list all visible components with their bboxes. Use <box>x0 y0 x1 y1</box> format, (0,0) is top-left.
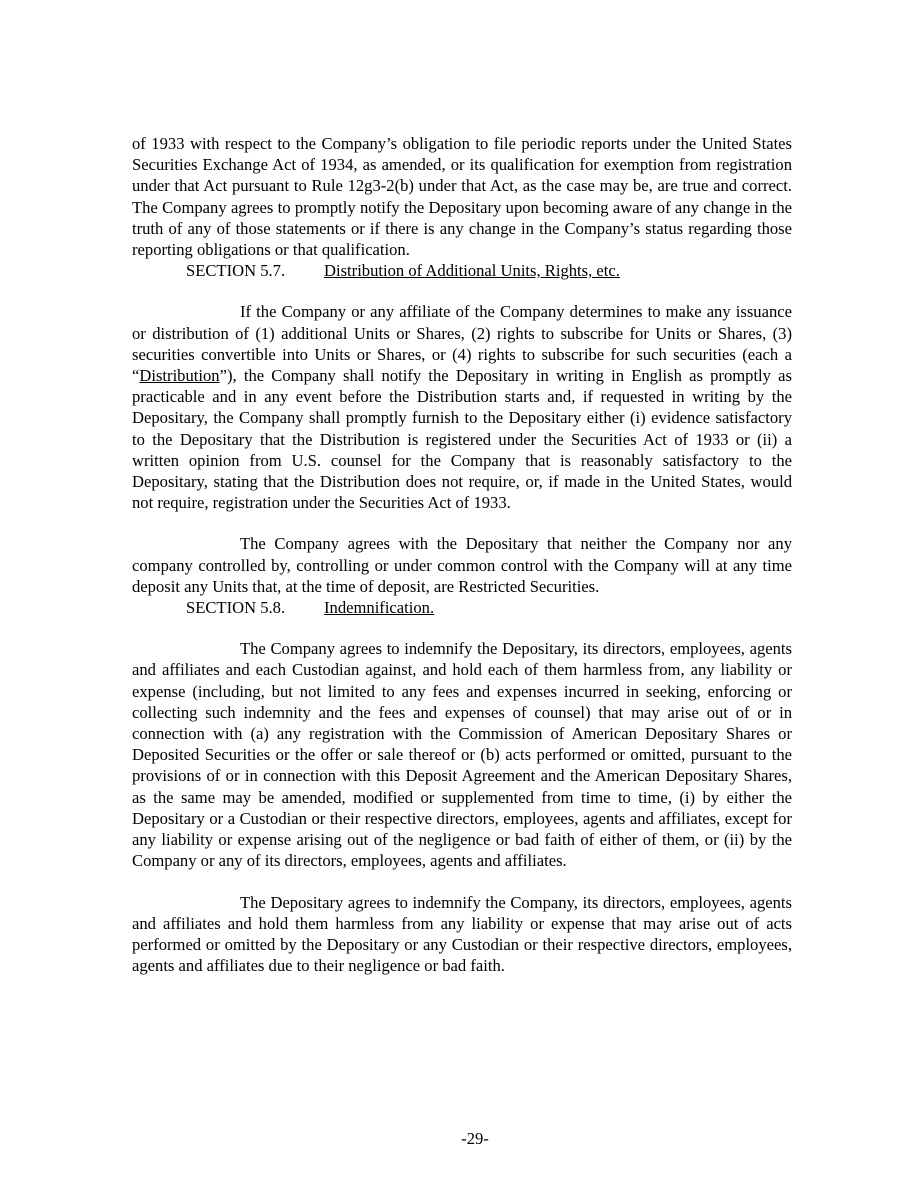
paragraph-intro: of 1933 with respect to the Company’s obligation to file periodic reports under the United States Securities Exchange Act of 1934, as amended, or its qualification for exemption from registration under that Act pursuant to Rule 12g3-2(b) under that Act, as the case may be, are true and correct. The Company agrees to promptly notify the Depositary upon becoming aware of any change in the truth of any of those statements or if there is any change in the Company’s status regarding those reporting obligations or that qualification. <box>132 134 792 260</box>
paragraph-distribution <box>132 301 792 513</box>
section-title: Distribution of Additional Units, Rights, etc. <box>324 261 620 281</box>
paragraph-depositary-indemnity: The Depositary agrees to indemnify the Company, its directors, employees, agents and affiliates and hold them harmless from any liability or expense that may arise out of acts performed or omitted by the Depositary or any Custodian or their respective directors, employees, agents and affiliates due to their negligence or bad faith. <box>132 892 792 976</box>
section-number: SECTION 5.8. <box>186 598 286 618</box>
paragraph-text: If the Company or any affiliate of the Company determines to make any issuance or distribution of (1) additional Units or Shares, (2) rights to subscribe for Units or Shares, (3) securities convertible into Units or Shares, or (4) rights to subscribe for such securities (each a “ <box>132 302 792 386</box>
paragraph-text: ”), the Company shall notify the Depositary in writing in English as promptly as practicable and in any event before the Distribution starts and, if requested in writing by the Depositary, the Company shall promptly furnish to the Depositary either (i) evidence satisfactory to the Depositary that the Distribution is registered under the Securities Act of 1933 or (ii) a written opinion from U.S. counsel for the Company that is reasonably satisfactory to the Depositary, stating that the Distribution does not require, or, if made in the United States, would not require, registration under the Securities Act of 1933. <box>132 366 792 513</box>
paragraph-company-indemnity: The Company agrees to indemnify the Depositary, its directors, employees, agents and affiliates and each Custodian against, and hold each of them harmless from, any liability or expense (including, but not limited to any fees and expenses incurred in seeking, enforcing or collecting such indemnity and the fees and expenses of counsel) that may arise out of or in connection with (a) any registration with the Commission of American Depositary Shares or Deposited Securities or the offer or sale thereof or (b) acts performed or omitted, pursuant to the provisions of or in connection with this Deposit Agreement and the American Depositary Shares, as the same may be amended, modified or supplemented from time to time, (i) by either the Depositary or a Custodian or their respective directors, employees, agents and affiliates, except for any liability or expense arising out of the negligence or bad faith of either of them, or (ii) by the Company or any of its directors, employees, agents and affiliates. <box>132 639 792 871</box>
defined-term: Distribution <box>139 366 220 386</box>
page-number: -29- <box>461 1129 489 1148</box>
section-heading-5-7 <box>132 260 792 281</box>
document-page <box>132 133 792 976</box>
paragraph-restricted-securities: The Company agrees with the Depositary that neither the Company nor any company controlled by, controlling or under common control with the Company will at any time deposit any Units that, at the time of deposit, are Restricted Securities. <box>132 534 792 596</box>
section-number: SECTION 5.7. <box>186 261 286 281</box>
section-title: Indemnification. <box>324 598 435 618</box>
section-heading-5-8 <box>132 597 792 618</box>
